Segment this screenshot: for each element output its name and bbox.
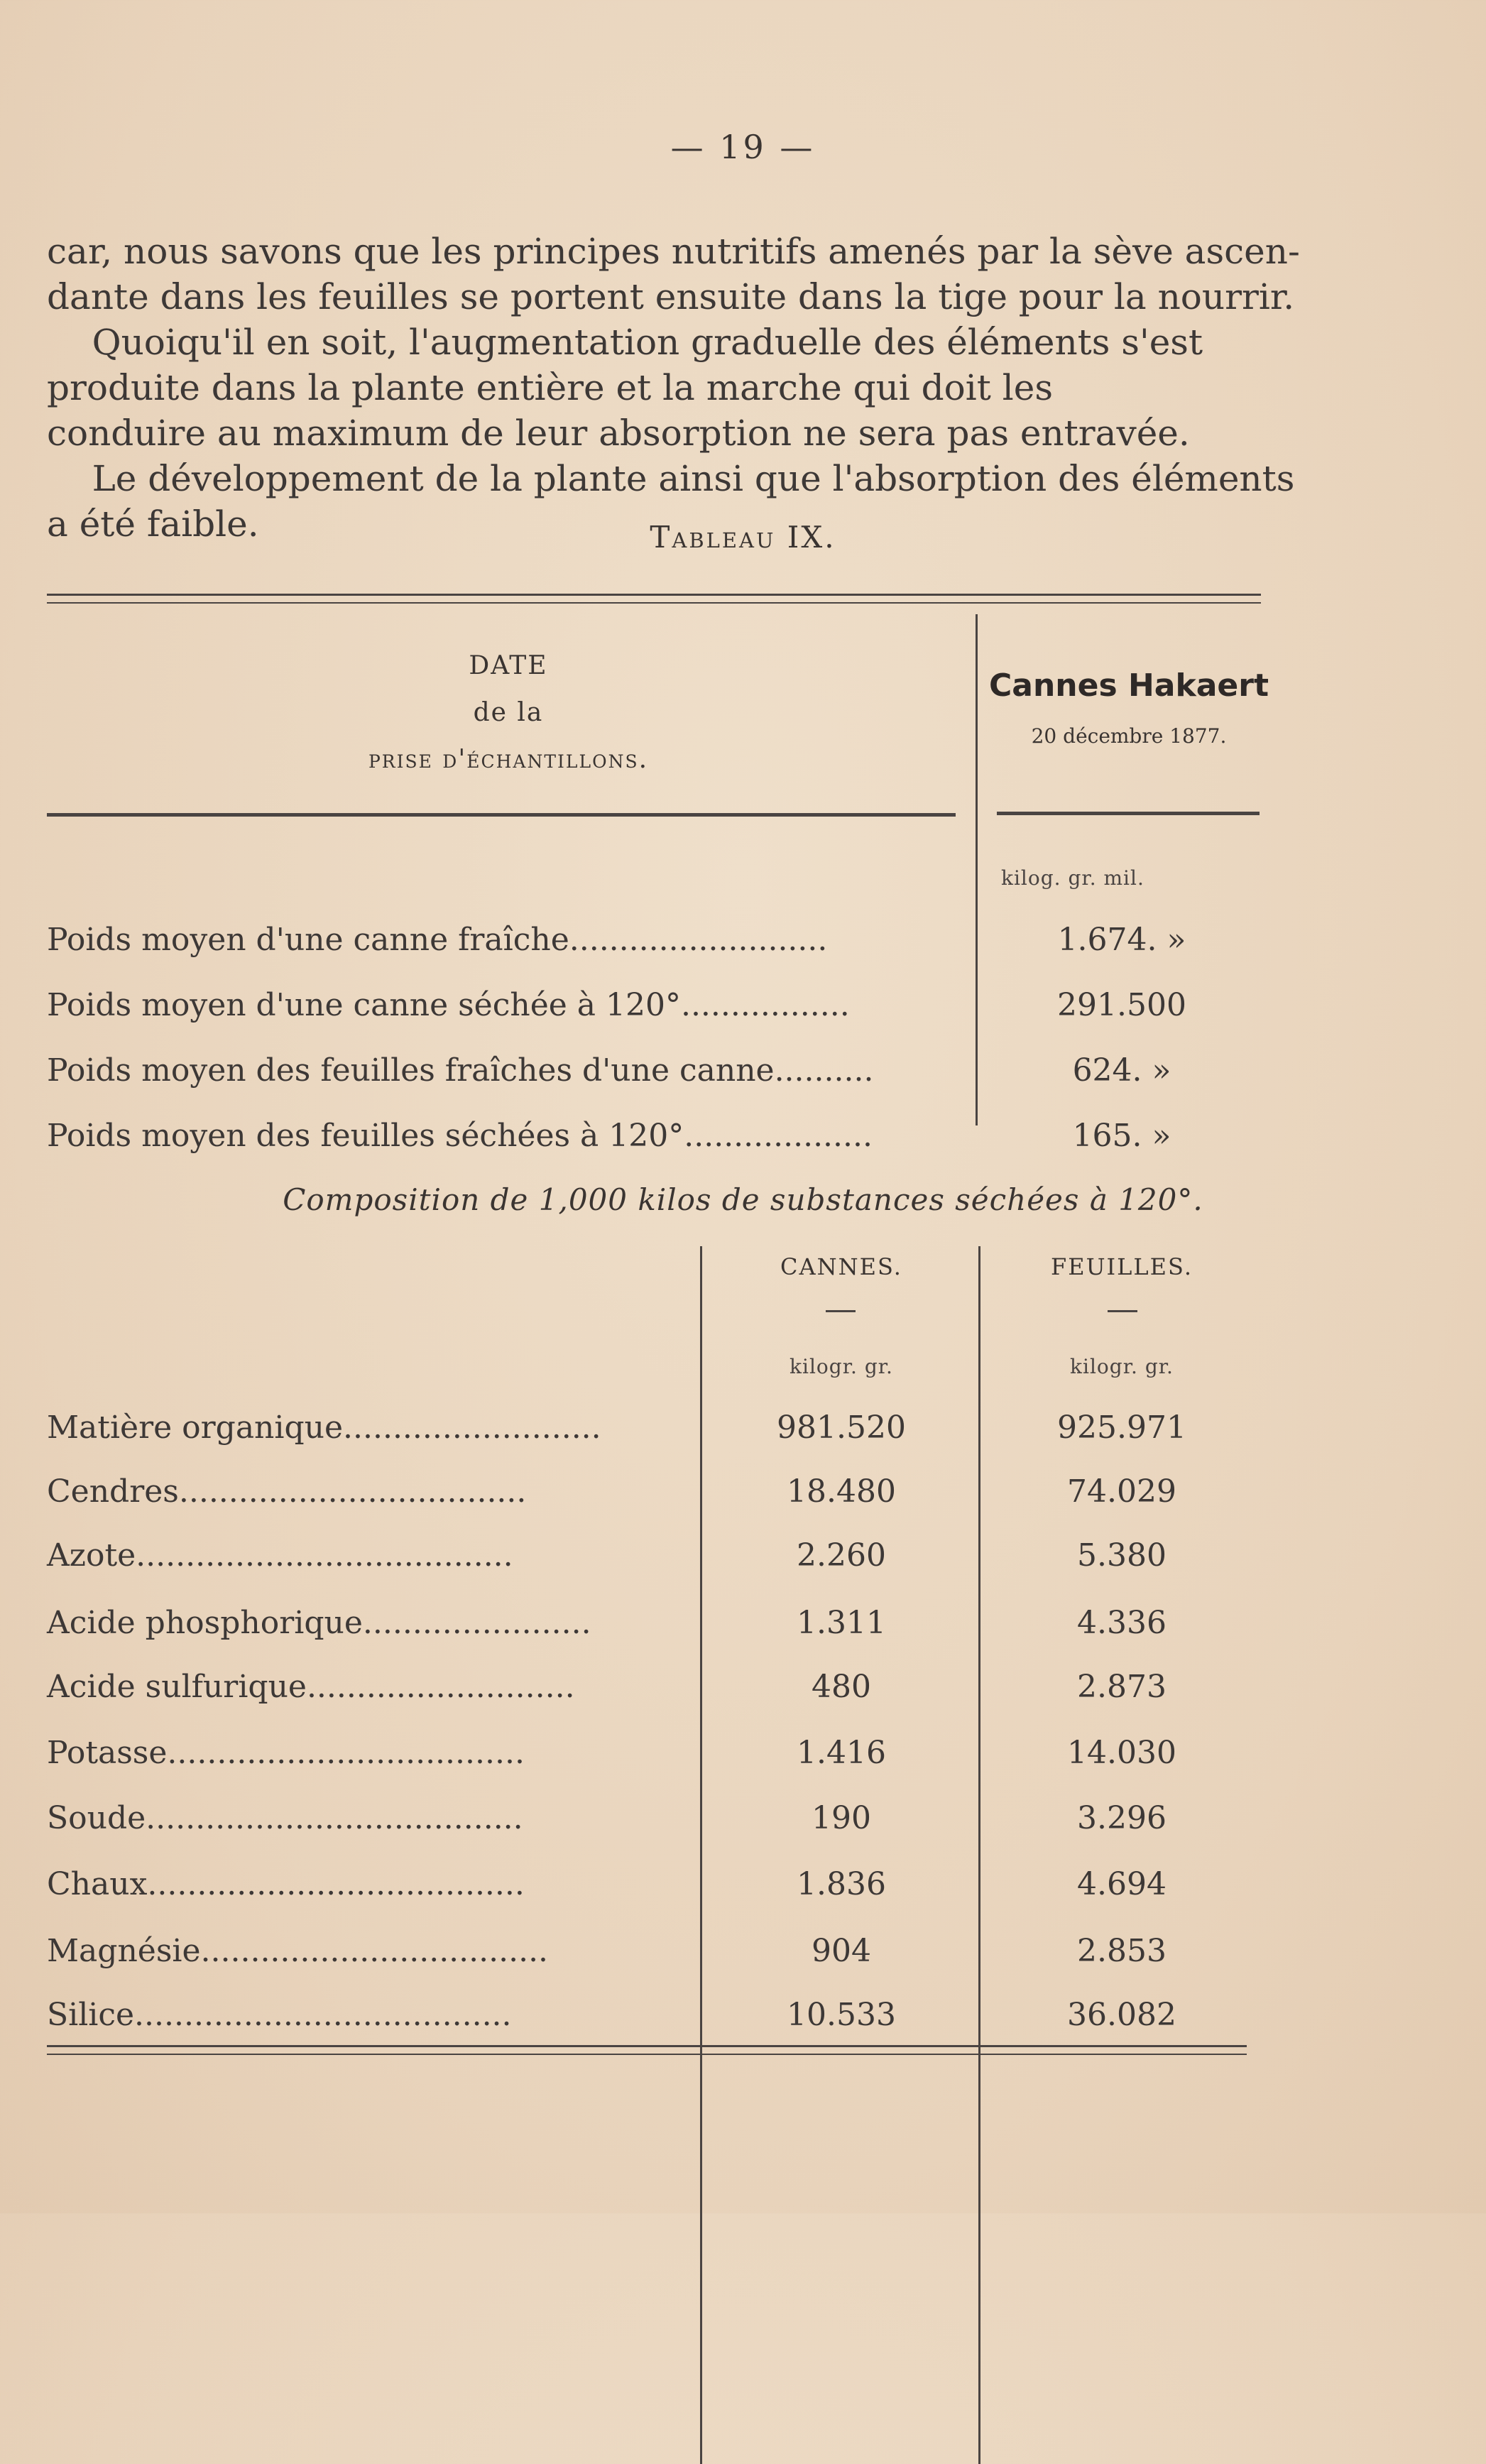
table-row-label: Poids moyen des feuilles fraîches d'une canne..........: [47, 1052, 874, 1089]
cell-cannes: 480: [812, 1669, 871, 1705]
date-header-line: DATE: [469, 651, 548, 680]
cell-feuilles: 4.336: [1077, 1605, 1167, 1641]
text-line: car, nous savons que les principes nutritifs amenés par la sève ascen-: [47, 231, 1300, 272]
column-header-date: 20 décembre 1877.: [1031, 724, 1227, 748]
column-divider: [976, 614, 978, 1125]
unit-label: kilog. gr. mil.: [1001, 866, 1144, 890]
table-row-label: Acide phosphorique.......................: [47, 1605, 591, 1641]
cell-feuilles: 3.296: [1077, 1800, 1167, 1836]
date-header-line: prise d'échantillons.: [368, 745, 649, 774]
cell-cannes: 1.311: [797, 1605, 886, 1641]
cell-cannes: 190: [812, 1800, 871, 1836]
cell-cannes: 981.520: [777, 1410, 906, 1446]
table-row-label: Chaux......................................: [47, 1866, 525, 1902]
column-header-cannes-hakaert: Cannes Hakaert: [988, 667, 1269, 704]
cell-feuilles: 14.030: [1067, 1735, 1176, 1771]
table-row-label: Poids moyen des feuilles séchées à 120°...................: [47, 1118, 873, 1154]
table-row-label: Potasse....................................: [47, 1735, 525, 1771]
column-header-feuilles: FEUILLES.: [1051, 1253, 1193, 1280]
table-row-label: Matière organique..........................: [47, 1410, 601, 1446]
table-row-label: Poids moyen d'une canne fraîche..........................: [47, 922, 828, 958]
page-number: — 19 —: [670, 128, 816, 166]
table-bottom-rule: [47, 2045, 1247, 2047]
cell-feuilles: 2.873: [1077, 1669, 1167, 1705]
column-header-cannes: CANNES.: [780, 1253, 902, 1280]
table-caption: Tableau IX.: [650, 520, 836, 555]
text-line: produite dans la plante entière et la marche qui doit les: [47, 367, 1053, 408]
table-row-label: Magnésie...................................: [47, 1933, 549, 1969]
column-divider: [700, 1246, 702, 2464]
body-paragraph: [47, 229, 1300, 547]
cell-feuilles: 4.694: [1077, 1866, 1167, 1902]
cell-cannes: 2.260: [797, 1537, 886, 1574]
column-dash: [1108, 1310, 1137, 1312]
table-row-value: 624. »: [1072, 1052, 1171, 1089]
table-row-label: Soude......................................: [47, 1800, 523, 1836]
table-row-label: Cendres...................................: [47, 1473, 527, 1510]
table-row-label: Acide sulfurique...........................: [47, 1669, 575, 1705]
header-bottom-rule: [997, 812, 1260, 815]
table-row-value: 1.674. »: [1057, 922, 1186, 958]
text-line: Quoiqu'il en soit, l'augmentation graduelle des éléments s'est: [47, 322, 1203, 363]
date-header: [47, 643, 970, 783]
cell-cannes: 1.416: [797, 1735, 886, 1771]
table-top-rule-thin: [47, 602, 1261, 604]
cell-feuilles: 74.029: [1067, 1473, 1176, 1510]
unit-label: kilogr. gr.: [1070, 1355, 1174, 1378]
table-row-label: Azote......................................: [47, 1537, 513, 1574]
cell-cannes: 18.480: [787, 1473, 896, 1510]
table-top-rule: [47, 594, 1261, 596]
unit-label: kilogr. gr.: [790, 1355, 893, 1378]
cell-feuilles: 5.380: [1077, 1537, 1167, 1574]
column-divider: [978, 1246, 980, 2464]
table-row-label: Silice......................................: [47, 1997, 512, 2033]
cell-cannes: 10.533: [787, 1997, 896, 2033]
date-header-line: de la: [473, 698, 544, 727]
cell-feuilles: 925.971: [1057, 1410, 1186, 1446]
cell-cannes: 1.836: [797, 1866, 886, 1902]
table-bottom-rule-thin: [47, 2054, 1247, 2055]
text-line: a été faible.: [47, 503, 259, 545]
text-line: conduire au maximum de leur absorption ne sera pas entravée.: [47, 413, 1190, 454]
table-row-value: 165. »: [1072, 1118, 1171, 1154]
table-row-value: 291.500: [1057, 987, 1186, 1023]
cell-feuilles: 36.082: [1067, 1997, 1176, 2033]
composition-title: Composition de 1,000 kilos de substances séchées à 120°.: [283, 1182, 1203, 1217]
cell-feuilles: 2.853: [1077, 1933, 1167, 1969]
table-row-label: Poids moyen d'une canne séchée à 120°.................: [47, 987, 850, 1023]
text-line: Le développement de la plante ainsi que l'absorption des éléments: [47, 458, 1295, 499]
column-dash: [826, 1310, 856, 1312]
text-line: dante dans les feuilles se portent ensuite dans la tige pour la nourrir.: [47, 276, 1295, 317]
cell-cannes: 904: [812, 1933, 871, 1969]
header-bottom-rule: [47, 813, 956, 817]
